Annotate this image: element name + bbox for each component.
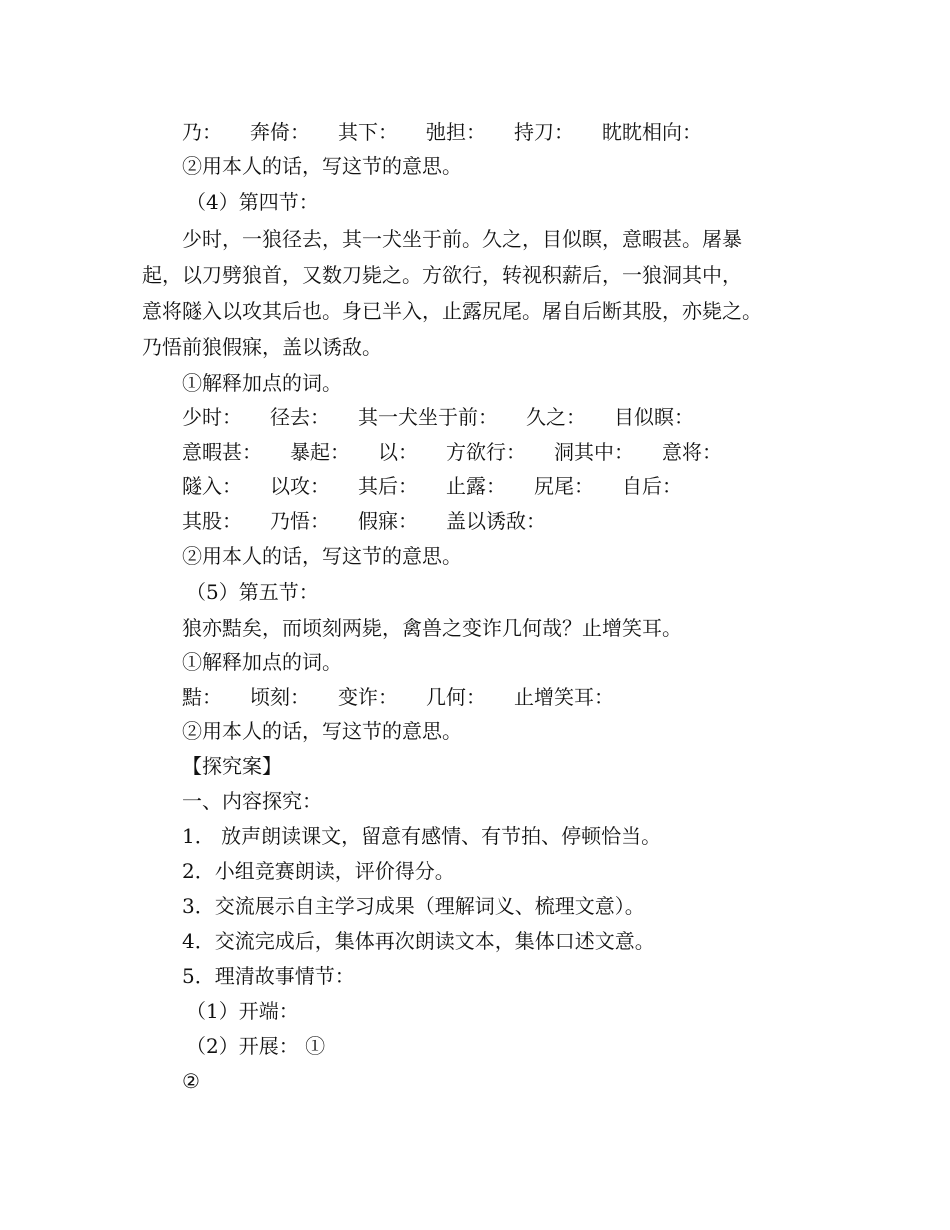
instruction-line: ①解释加点的词。	[182, 371, 342, 395]
inquiry-heading: 【探究案】	[182, 754, 282, 778]
vocab-term: 暴起：	[290, 440, 350, 464]
vocab-line	[182, 685, 872, 709]
instruction-line: ②用本人的话，写这节的意思。	[182, 544, 462, 568]
vocab-term: 眈眈相向：	[602, 120, 702, 144]
plot-stage-line: （2）开展： ①	[186, 1034, 326, 1058]
numbered-item: 3．交流展示自主学习成果（理解词义、梳理文意）。	[182, 894, 645, 918]
vocab-term: 方欲行：	[446, 440, 526, 464]
vocab-term: 洞其中：	[554, 440, 634, 464]
subsection-heading: 一、内容探究：	[182, 789, 322, 813]
passage-line: 狼亦黠矣，而顷刻两毙，禽兽之变诈几何哉？止增笑耳。	[182, 616, 682, 640]
vocab-term: 径去：	[270, 405, 330, 429]
instruction-line: ②用本人的话，写这节的意思。	[182, 154, 462, 178]
instruction-line: ①解释加点的词。	[182, 650, 342, 674]
vocab-term: 意将：	[662, 440, 722, 464]
vocab-term: 持刀：	[514, 120, 574, 144]
vocab-line-section3	[182, 120, 872, 144]
vocab-term: 止露：	[446, 474, 506, 498]
vocab-line	[182, 440, 872, 464]
vocab-term: 以：	[378, 440, 418, 464]
vocab-line	[182, 509, 872, 533]
passage-line: 起，以刀劈狼首，又数刀毙之。方欲行，转视积薪后，一狼洞其中，	[142, 263, 742, 287]
vocab-term: 盖以诱敌：	[446, 509, 546, 533]
vocab-term: 尻尾：	[534, 474, 594, 498]
numbered-item: 1． 放声朗读课文，留意有感情、有节拍、停顿恰当。	[182, 824, 662, 848]
plot-stage-line: ②	[182, 1069, 200, 1093]
vocab-term: 其后：	[358, 474, 418, 498]
vocab-term: 乃悟：	[270, 509, 330, 533]
numbered-item: 2．小组竞赛朗读，评价得分。	[182, 859, 455, 883]
vocab-term: 少时：	[182, 405, 242, 429]
passage-line: 少时，一狼径去，其一犬坐于前。久之，目似瞑，意暇甚。屠暴	[182, 227, 742, 251]
vocab-term: 变诈：	[338, 685, 398, 709]
numbered-item: 5．理清故事情节：	[182, 964, 355, 988]
vocab-term: 隧入：	[182, 474, 242, 498]
passage-line: 意将隧入以攻其后也。身已半入，止露尻尾。屠自后断其股，亦毙之。	[142, 299, 762, 323]
vocab-term: 顷刻：	[250, 685, 310, 709]
vocab-term: 假寐：	[358, 509, 418, 533]
vocab-term: 止增笑耳：	[514, 685, 614, 709]
section-heading-5: （5）第五节：	[186, 580, 319, 604]
vocab-term: 其下：	[338, 120, 398, 144]
vocab-term: 久之：	[526, 405, 586, 429]
vocab-term: 自后：	[622, 474, 682, 498]
instruction-line: ②用本人的话，写这节的意思。	[182, 719, 462, 743]
vocab-term: 以攻：	[270, 474, 330, 498]
vocab-term: 其股：	[182, 509, 242, 533]
vocab-term: 其一犬坐于前：	[358, 405, 498, 429]
vocab-term: 目似瞑：	[614, 405, 694, 429]
vocab-line	[182, 405, 872, 429]
vocab-term: 奔倚：	[250, 120, 310, 144]
section-heading-4: （4）第四节：	[186, 190, 319, 214]
passage-line: 乃悟前狼假寐，盖以诱敌。	[142, 335, 382, 359]
numbered-item: 4．交流完成后，集体再次朗读文本，集体口述文意。	[182, 929, 655, 953]
vocab-term: 乃：	[182, 120, 222, 144]
vocab-term: 几何：	[426, 685, 486, 709]
vocab-term: 黠：	[182, 685, 222, 709]
plot-stage-line: （1）开端：	[186, 999, 299, 1023]
vocab-line	[182, 474, 872, 498]
vocab-term: 弛担：	[426, 120, 486, 144]
vocab-term: 意暇甚：	[182, 440, 262, 464]
